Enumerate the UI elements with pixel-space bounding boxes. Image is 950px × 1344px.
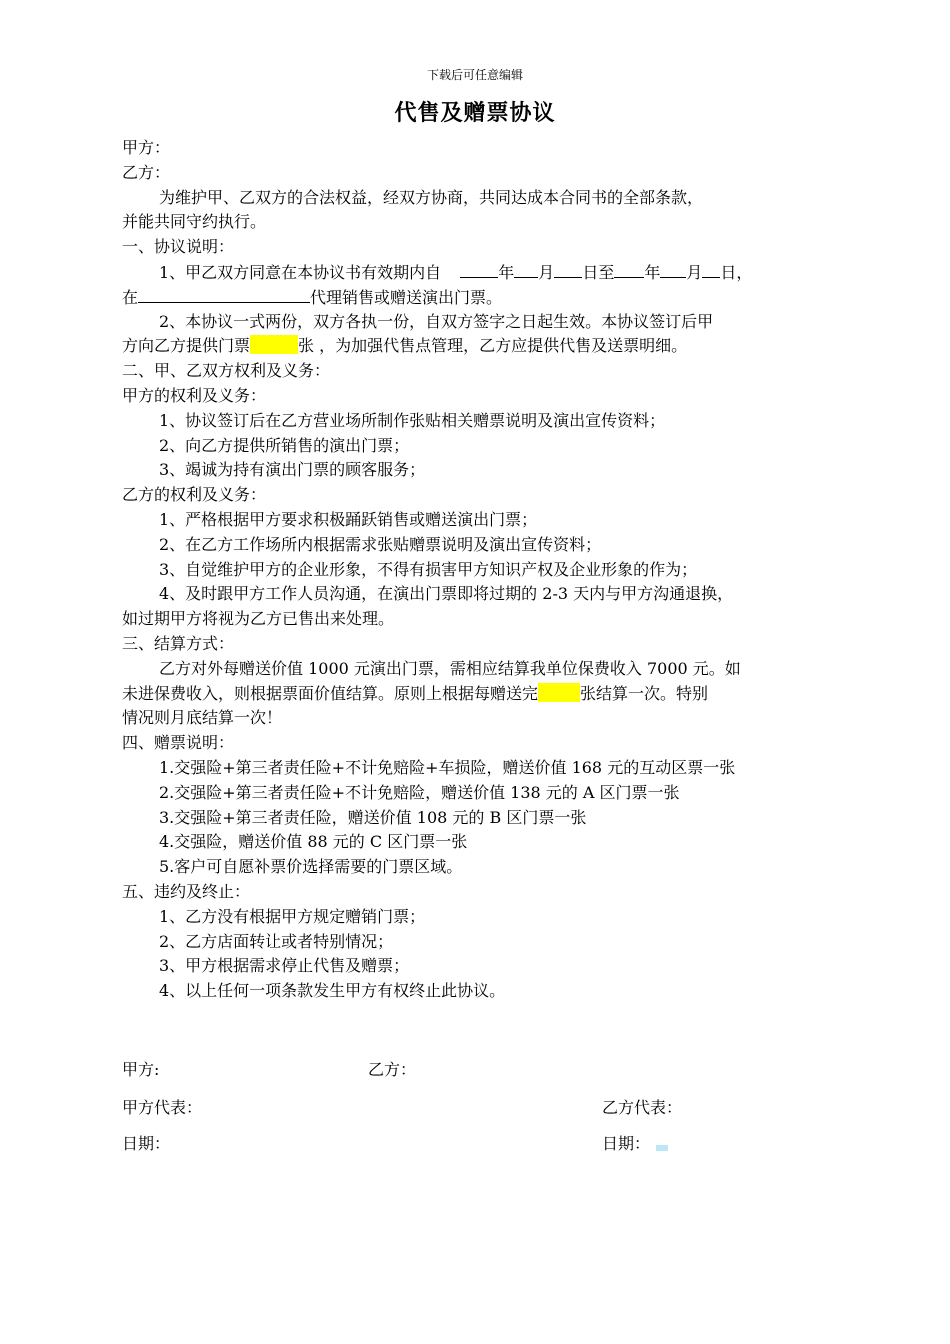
agreement-body bbox=[122, 136, 842, 1004]
document-title: 代售及赠票协议 bbox=[394, 100, 556, 126]
section-5-heading: 五、违约及终止： bbox=[122, 881, 251, 901]
blank-end-day[interactable] bbox=[702, 260, 720, 278]
party-a-duty-3: 3、竭诚为持有演出门票的顾客服务； bbox=[159, 460, 426, 480]
settlement-line-3: 情况则月底结算一次！ bbox=[122, 708, 283, 728]
settlement-line-1: 乙方对外每赠送价值 1000 元演出门票，需相应结算我单位保费收入 7000 元。如 bbox=[159, 658, 741, 678]
intro-line-2: 并能共同守约执行。 bbox=[122, 212, 267, 232]
termination-3: 3、甲方根据需求停止代售及赠票； bbox=[159, 956, 410, 976]
party-a-duty-2: 2、向乙方提供所销售的演出门票； bbox=[159, 435, 410, 455]
party-b-duty-1: 1、严格根据甲方要求积极踊跃销售或赠送演出门票； bbox=[159, 509, 538, 529]
party-a-duties-heading: 甲方的权利及义务： bbox=[122, 385, 267, 405]
blank-location[interactable] bbox=[138, 285, 310, 303]
label-day-to: 日至 bbox=[582, 262, 615, 282]
blank-end-month[interactable] bbox=[660, 260, 686, 278]
party-b-line: 乙方： bbox=[122, 162, 171, 182]
item-2-text-a: 方向乙方提供门票 bbox=[122, 336, 251, 356]
signature-party-a: 甲方: bbox=[122, 1060, 160, 1079]
ticket-rule-1: 1.交强险+第三者责任险+不计免赔险+车损险，赠送价值 168 元的互动区票一张 bbox=[159, 757, 736, 777]
signature-date-a: 日期： bbox=[122, 1134, 171, 1153]
party-a-line: 甲方： bbox=[122, 138, 171, 157]
item-2-text-b: 张 ，为加强代售点管理，乙方应提供代售及送票明细。 bbox=[298, 336, 688, 356]
party-a-duty-1: 1、协议签订后在乙方营业场所制作张贴相关赠票说明及演出宣传资料； bbox=[159, 410, 666, 430]
section-1-item-1-cont bbox=[122, 285, 842, 310]
section-1-heading: 一、协议说明： bbox=[122, 237, 235, 257]
highlight-settlement-count[interactable] bbox=[538, 683, 580, 702]
section-3-heading: 三、结算方式： bbox=[122, 633, 235, 653]
label-at: 在 bbox=[122, 287, 139, 307]
ticket-rule-5: 5.客户可自愿补票价选择需要的门票区域。 bbox=[159, 857, 463, 877]
label-year: 年 bbox=[498, 262, 515, 282]
party-b-duty-3: 3、自觉维护甲方的企业形象，不得有损害甲方知识产权及企业形象的作为； bbox=[159, 559, 698, 579]
signature-date-b-row bbox=[602, 1131, 668, 1154]
settlement-line-2 bbox=[122, 682, 842, 707]
blank-start-month[interactable] bbox=[514, 260, 538, 278]
termination-1: 1、乙方没有根据甲方规定赠销门票； bbox=[159, 906, 426, 926]
signature-rep-b: 乙方代表： bbox=[602, 1098, 683, 1117]
party-b-duty-2: 2、在乙方工作场所内根据需求张贴赠票说明及演出宣传资料； bbox=[159, 534, 602, 554]
termination-2: 2、乙方店面转让或者特别情况； bbox=[159, 931, 394, 951]
ticket-rule-4: 4.交强险，赠送价值 88 元的 C 区门票一张 bbox=[159, 832, 468, 852]
section-1-item-2: 2、本协议一式两份，双方各执一份，自双方签字之日起生效。本协议签订后甲 bbox=[159, 311, 714, 331]
party-b-duty-4: 4、及时跟甲方工作人员沟通，在演出门票即将过期的 2-3 天内与甲方沟通退换， bbox=[159, 584, 734, 604]
section-1-item-1 bbox=[122, 260, 842, 285]
highlight-ticket-count[interactable] bbox=[250, 335, 298, 354]
section-2-heading: 二、甲、乙双方权利及义务： bbox=[122, 361, 331, 381]
label-month: 月 bbox=[538, 262, 555, 282]
blank-start-year[interactable] bbox=[460, 260, 498, 278]
party-b-duties-heading: 乙方的权利及义务： bbox=[122, 485, 267, 505]
blank-end-year[interactable] bbox=[614, 260, 644, 278]
header-note: 下载后可任意编辑 bbox=[426, 68, 523, 82]
item-1-rest: 代理销售或赠送演出门票。 bbox=[310, 287, 503, 307]
ticket-rule-3: 3.交强险+第三者责任险，赠送价值 108 元的 B 区门票一张 bbox=[159, 807, 587, 827]
settlement-text-a: 未进保费收入，则根据票面价值结算。原则上根据每赠送完 bbox=[122, 683, 539, 703]
party-b-duty-4-cont: 如过期甲方将视为乙方已售出来处理。 bbox=[122, 609, 395, 629]
text-cursor-marker bbox=[656, 1145, 668, 1151]
label-day-2: 日， bbox=[720, 262, 753, 282]
label-month-2: 月 bbox=[686, 262, 703, 282]
signature-date-b: 日期： bbox=[602, 1134, 651, 1153]
item-1-text: 1、甲乙双方同意在本协议书有效期内自 bbox=[159, 262, 442, 282]
signature-rep-a: 甲方代表： bbox=[122, 1098, 203, 1117]
section-1-item-2-cont bbox=[122, 334, 842, 359]
termination-4: 4、以上任何一项条款发生甲方有权终止此协议。 bbox=[159, 981, 506, 1001]
signature-party-b: 乙方： bbox=[368, 1060, 417, 1079]
section-4-heading: 四、赠票说明： bbox=[122, 733, 235, 753]
blank-start-day[interactable] bbox=[554, 260, 582, 278]
settlement-text-b: 张结算一次。特别 bbox=[580, 683, 709, 703]
intro-line-1: 为维护甲、乙双方的合法权益，经双方协商，共同达成本合同书的全部条款， bbox=[159, 187, 704, 207]
label-year-2: 年 bbox=[644, 262, 661, 282]
ticket-rule-2: 2.交强险+第三者责任险+不计免赔险，赠送价值 138 元的 A 区门票一张 bbox=[159, 782, 680, 802]
